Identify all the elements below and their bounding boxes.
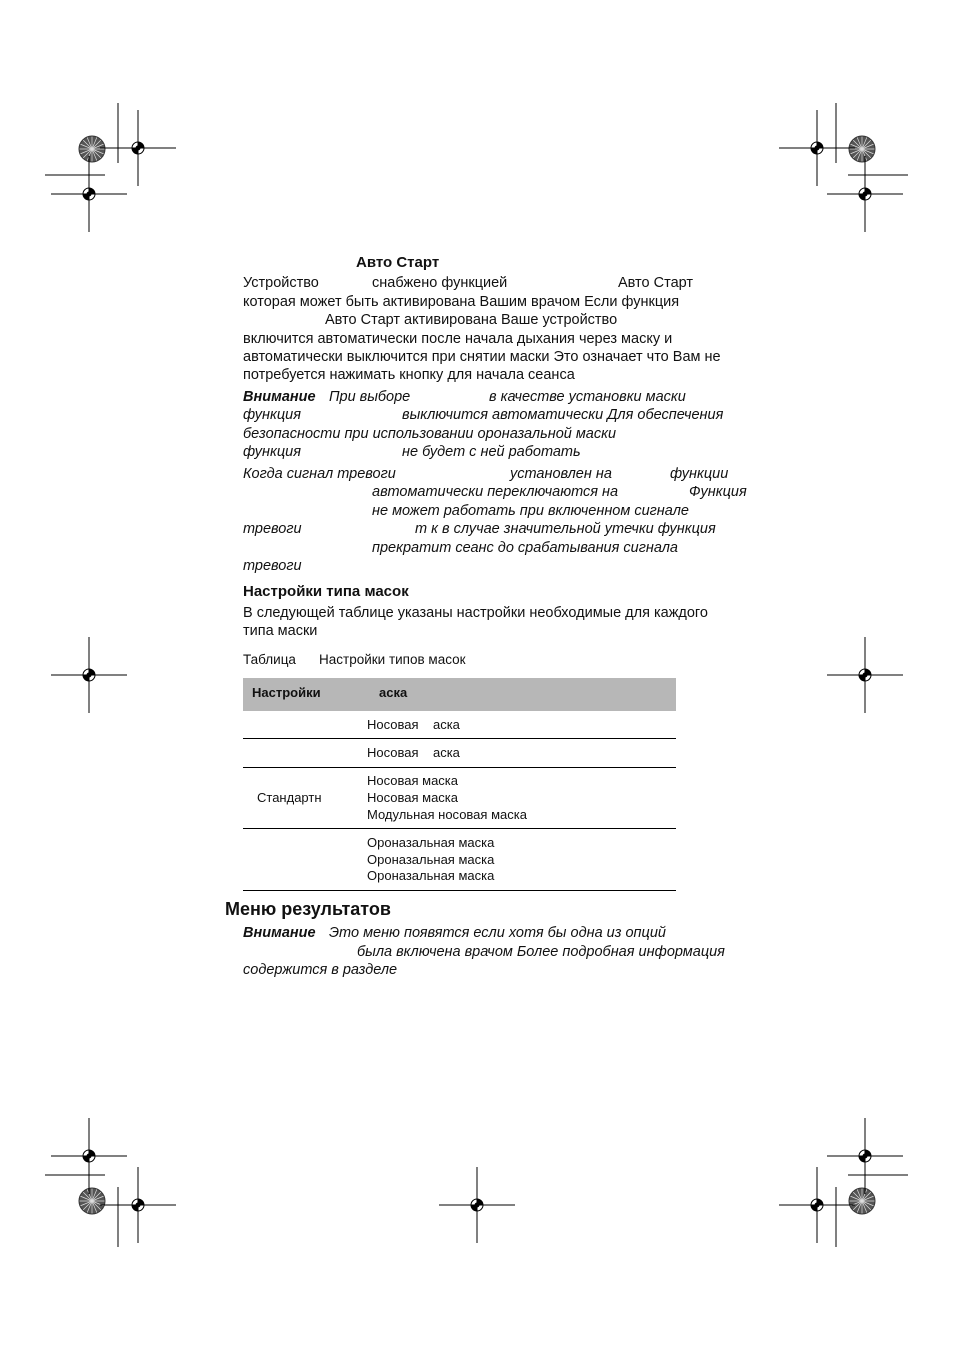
note-label: Внимание [243, 925, 316, 941]
crop-line [836, 1175, 908, 1247]
auto-start-heading: Авто Старт [356, 254, 440, 271]
paragraph-line: автоматически выключится при снятии маски Это означает что Вам не [243, 349, 721, 365]
note-line: тревоги [243, 558, 302, 574]
table-cell: Модульная носовая маска [367, 807, 527, 822]
note-line: т к в случае значительной утечки функция [415, 521, 716, 537]
crop-line [836, 103, 908, 175]
note-line: функция [243, 407, 301, 423]
mask-settings-heading: Настройки типа масок [243, 583, 409, 600]
table-cell: Ороназальная маска [367, 835, 495, 850]
table-cell: Носовая маска [367, 773, 459, 788]
note-line: Это меню появятся если хотя бы одна из опций [329, 925, 666, 941]
note-line: прекратит сеанс до срабатывания сигнала [372, 540, 678, 556]
table-cell: Ороназальная маска [367, 868, 495, 883]
table-header-cell: аска [379, 685, 408, 700]
note-line: была включена врачом Более подробная информация [357, 944, 725, 960]
table-cell: Носовая маска [367, 790, 459, 805]
paragraph-line: Устройство [243, 275, 319, 291]
results-menu-heading: Меню результатов [225, 899, 391, 919]
note-line: функции [670, 466, 729, 482]
note-line: Когда сигнал тревоги [243, 466, 396, 482]
note-line: функция [243, 444, 301, 460]
paragraph-line: включится автоматически после начала дыхания через маску и [243, 331, 673, 347]
note-line: При выборе [329, 389, 411, 405]
note-line: тревоги [243, 521, 302, 537]
paragraph-line: Авто Старт активирована Ваше устройство [325, 312, 618, 328]
table-divider [243, 767, 676, 768]
note-line: не может работать при включенном сигнале [372, 503, 689, 519]
note-line: Функция [689, 484, 747, 500]
table-cell: Носовая аска [367, 717, 460, 732]
paragraph-line: Авто Старт [618, 275, 694, 291]
table-caption-title: Настройки типов масок [319, 652, 466, 667]
note-line: безопасности при использовании ороназальной маски [243, 426, 617, 442]
paragraph-line: потребуется нажимать кнопку для начала сеанса [243, 367, 575, 383]
note-line: содержится в разделе [243, 962, 398, 978]
table-cell: Ороназальная маска [367, 852, 495, 867]
note-line: в качестве установки маски [489, 389, 686, 405]
table-divider [243, 890, 676, 891]
table-divider [243, 738, 676, 739]
table-header-cell: Настройки [252, 685, 321, 700]
table-cell: Носовая аска [367, 745, 460, 760]
crop-line [45, 103, 118, 175]
paragraph-line: снабжено функцией [372, 275, 508, 291]
note-line: автоматически переключаются на [372, 484, 619, 500]
note-label: Внимание [243, 389, 316, 405]
table-caption-label: Таблица [243, 652, 296, 667]
paragraph-line: которая может быть активирована Вашим врачом Если функция [243, 294, 680, 310]
table-cell: Стандартн [257, 790, 322, 805]
note-line: выключится автоматически Для обеспечения [402, 407, 724, 423]
note-line: не будет с ней работать [402, 444, 581, 460]
paragraph-line: В следующей таблице указаны настройки необходимые для каждого [243, 605, 708, 621]
paragraph-line: типа маски [243, 623, 318, 639]
table-divider [243, 828, 676, 829]
crop-line [45, 1175, 118, 1247]
note-line: установлен на [510, 466, 612, 482]
